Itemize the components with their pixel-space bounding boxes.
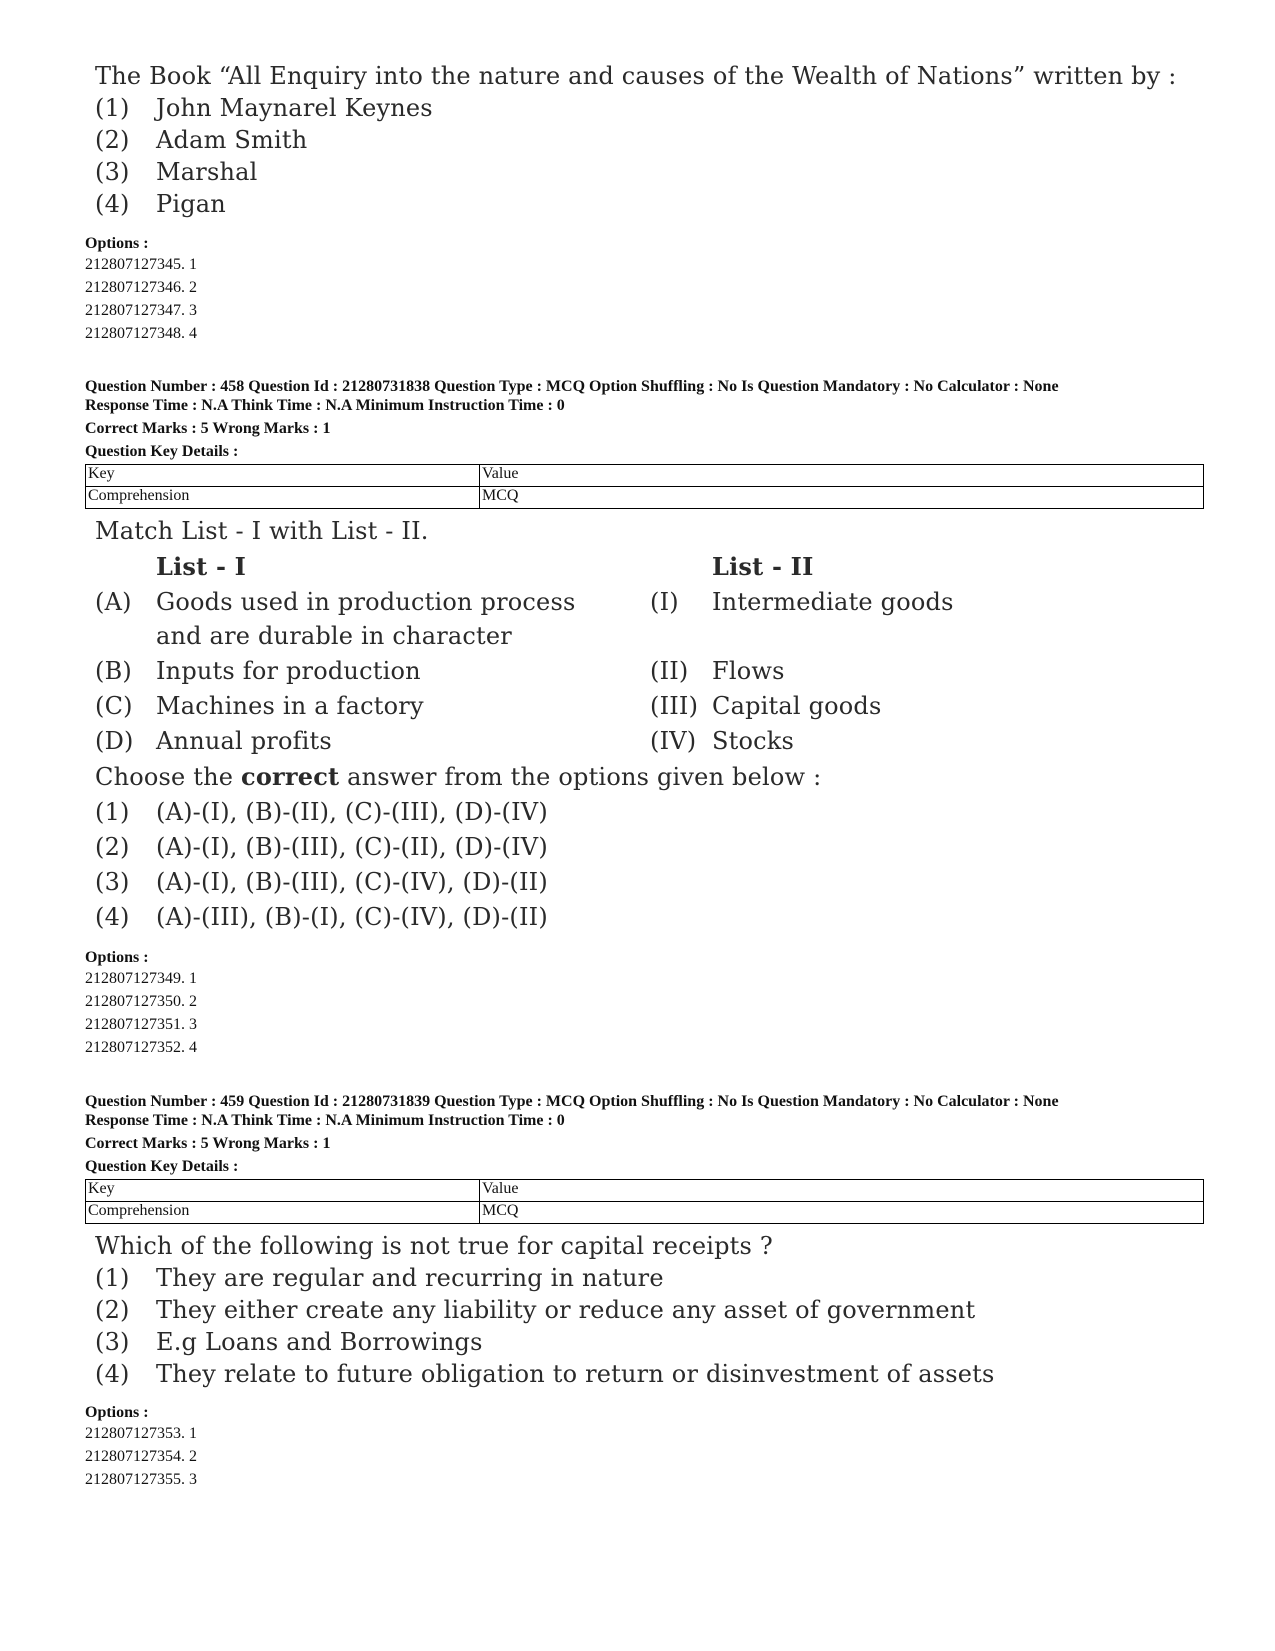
list-text: Annual profits bbox=[156, 727, 332, 755]
choice-number: (4) bbox=[95, 903, 130, 931]
list-number: (B) bbox=[95, 657, 132, 685]
q459-meta-line2: Response Time : N.A Think Time : N.A Minimum Instruction Time : 0 bbox=[85, 1112, 565, 1129]
list-number: (IV) bbox=[650, 727, 697, 755]
q459-option-3: 212807127355. 3 bbox=[85, 1471, 197, 1488]
list-text: Machines in a factory bbox=[156, 692, 424, 720]
q458-meta-line2: Response Time : N.A Think Time : N.A Minimum Instruction Time : 0 bbox=[85, 397, 565, 414]
q458-option-4: 212807127352. 4 bbox=[85, 1039, 197, 1056]
table-header-key: Key bbox=[86, 1180, 480, 1202]
table-row bbox=[86, 487, 1204, 509]
list-text: Goods used in production process bbox=[156, 588, 576, 616]
table-header-row bbox=[86, 1180, 1204, 1202]
choice-number: (4) bbox=[95, 190, 130, 218]
list2-header: List - II bbox=[712, 552, 814, 581]
q457-option-2: 212807127346. 2 bbox=[85, 279, 197, 296]
list1-item-a-continued: and are durable in character bbox=[156, 622, 512, 650]
choice-number: (1) bbox=[95, 94, 130, 122]
choice-text: They are regular and recurring in nature bbox=[156, 1264, 664, 1292]
q457-option-4: 212807127348. 4 bbox=[85, 325, 197, 342]
choice-text: John Maynarel Keynes bbox=[156, 94, 433, 122]
q458-option-3: 212807127351. 3 bbox=[85, 1016, 197, 1033]
choice-text: Adam Smith bbox=[156, 126, 308, 154]
list-number: (C) bbox=[95, 692, 133, 720]
choice-text: (A)-(I), (B)-(III), (C)-(II), (D)-(IV) bbox=[156, 833, 548, 861]
table-header-key: Key bbox=[86, 465, 480, 487]
choice-text: They relate to future obligation to return or disinvestment of assets bbox=[156, 1360, 995, 1388]
q459-option-2: 212807127354. 2 bbox=[85, 1448, 197, 1465]
choice-number: (4) bbox=[95, 1360, 130, 1388]
list-text: Flows bbox=[712, 657, 785, 685]
choice-text: (A)-(III), (B)-(I), (C)-(IV), (D)-(II) bbox=[156, 903, 548, 931]
q459-option-1: 212807127353. 1 bbox=[85, 1425, 197, 1442]
q458-option-2: 212807127350. 2 bbox=[85, 993, 197, 1010]
table-header-row bbox=[86, 465, 1204, 487]
choice-number: (1) bbox=[95, 798, 130, 826]
list-text: Capital goods bbox=[712, 692, 882, 720]
choice-text: E.g Loans and Borrowings bbox=[156, 1328, 483, 1356]
q458-option-1: 212807127349. 1 bbox=[85, 970, 197, 987]
q457-stem: The Book “All Enquiry into the nature and causes of the Wealth of Nations” written by : bbox=[95, 62, 1177, 90]
q458-marks: Correct Marks : 5 Wrong Marks : 1 bbox=[85, 420, 331, 437]
q459-options-label: Options : bbox=[85, 1404, 149, 1421]
table-row bbox=[86, 1202, 1204, 1224]
q458-stem: Match List - I with List - II. bbox=[95, 517, 429, 545]
q457-option-3: 212807127347. 3 bbox=[85, 302, 197, 319]
list-number: (I) bbox=[650, 588, 679, 616]
choice-text: (A)-(I), (B)-(II), (C)-(III), (D)-(IV) bbox=[156, 798, 548, 826]
choice-text: (A)-(I), (B)-(III), (C)-(IV), (D)-(II) bbox=[156, 868, 548, 896]
list-text: Stocks bbox=[712, 727, 795, 755]
table-cell-key: Comprehension bbox=[86, 1202, 480, 1224]
choice-number: (3) bbox=[95, 868, 130, 896]
choose-post: answer from the options given below : bbox=[339, 763, 822, 791]
list-number: (III) bbox=[650, 692, 699, 720]
choice-number: (3) bbox=[95, 158, 130, 186]
q459-key-details-label: Question Key Details : bbox=[85, 1158, 239, 1175]
q458-key-table bbox=[85, 464, 1204, 509]
table-cell-key: Comprehension bbox=[86, 487, 480, 509]
q459-marks: Correct Marks : 5 Wrong Marks : 1 bbox=[85, 1135, 331, 1152]
list-text: Intermediate goods bbox=[712, 588, 954, 616]
q459-stem: Which of the following is not true for capital receipts ? bbox=[95, 1232, 773, 1260]
choice-number: (1) bbox=[95, 1264, 130, 1292]
choice-number: (2) bbox=[95, 833, 130, 861]
q459-meta-line1: Question Number : 459 Question Id : 21280731839 Question Type : MCQ Option Shuffling : No Is Question Mandatory : No Calculator : None bbox=[85, 1093, 1059, 1110]
list-number: (A) bbox=[95, 588, 132, 616]
choice-text: Marshal bbox=[156, 158, 258, 186]
choice-number: (2) bbox=[95, 1296, 130, 1324]
table-header-value: Value bbox=[480, 1180, 1204, 1202]
table-cell-value: MCQ bbox=[480, 1202, 1204, 1224]
choice-number: (3) bbox=[95, 1328, 130, 1356]
choose-bold: correct bbox=[241, 762, 340, 791]
q459-key-table bbox=[85, 1179, 1204, 1224]
list-text: Inputs for production bbox=[156, 657, 421, 685]
list-number: (II) bbox=[650, 657, 689, 685]
q458-options-label: Options : bbox=[85, 949, 149, 966]
choose-pre: Choose the bbox=[95, 763, 242, 791]
table-header-value: Value bbox=[480, 465, 1204, 487]
q458-choose-instruction bbox=[95, 762, 821, 791]
table-cell-value: MCQ bbox=[480, 487, 1204, 509]
choice-text: They either create any liability or reduce any asset of government bbox=[156, 1296, 976, 1324]
q458-meta-line1: Question Number : 458 Question Id : 21280731838 Question Type : MCQ Option Shuffling : No Is Question Mandatory : No Calculator : None bbox=[85, 378, 1059, 395]
choice-number: (2) bbox=[95, 126, 130, 154]
list-number: (D) bbox=[95, 727, 134, 755]
list1-header: List - I bbox=[156, 552, 247, 581]
choice-text: Pigan bbox=[156, 190, 226, 218]
q458-key-details-label: Question Key Details : bbox=[85, 443, 239, 460]
q457-options-label: Options : bbox=[85, 235, 149, 252]
q457-option-1: 212807127345. 1 bbox=[85, 256, 197, 273]
